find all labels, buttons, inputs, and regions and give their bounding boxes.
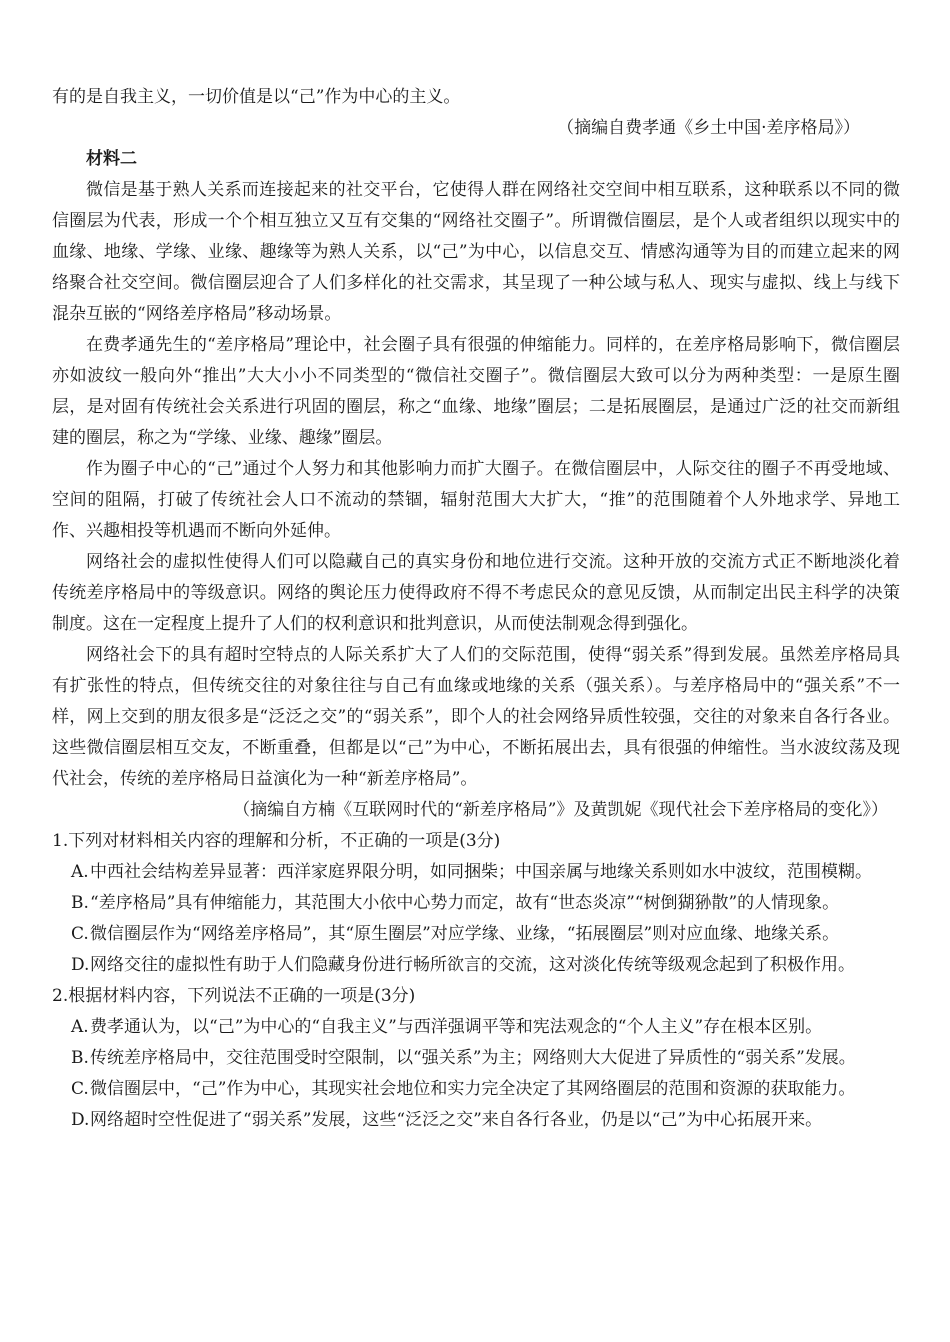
option-letter: B. <box>71 1048 89 1068</box>
option-letter: D. <box>71 1110 90 1130</box>
question-option-a <box>52 1012 900 1043</box>
question-option-b <box>52 1043 900 1074</box>
question-option-d <box>52 1105 900 1136</box>
option-text: 中西社会结构差异显著：西洋家庭界限分明，如同捆柴；中国亲属与地缘关系则如水中波纹，范围模糊。 <box>90 862 872 882</box>
question-2 <box>52 981 900 1136</box>
material2-paragraph: 作为圈子中心的“己”通过个人努力和其他影响力而扩大圈子。在微信圈层中，人际交往的圈子不再受地域、空间的阻隔，打破了传统社会人口不流动的禁锢，辐射范围大大扩大，“推”的范围随着个人外地求学、异地工作、兴趣相投等机遇而不断向外延伸。 <box>52 459 900 541</box>
material1-source: （摘编自费孝通《乡土中国·差序格局》） <box>557 118 860 138</box>
question-1 <box>52 826 900 981</box>
question-option-a <box>52 857 900 888</box>
question-option-c <box>52 919 900 950</box>
question-option-c <box>52 1074 900 1105</box>
material2-paragraph: 网络社会下的具有超时空特点的人际关系扩大了人们的交际范围，使得“弱关系”得到发展。虽然差序格局具有扩张性的特点，但传统交往的对象往往与自己有血缘或地缘的关系（强关系）。与差序格局中的“强关系”不一样，网上交到的朋友很多是“泛泛之交”的“弱关系”，即个人的社会网络异质性较强，交往的对象来自各行各业。这些微信圈层相互交友，不断重叠，但都是以“己”为中心，不断拓展出去，具有很强的伸缩性。当水波纹荡及现代社会，传统的差序格局日益演化为一种“新差序格局”。 <box>52 645 900 789</box>
material2-source: （摘编自方楠《互联网时代的“新差序格局”》及黄凯妮《现代社会下差序格局的变化》） <box>233 800 888 820</box>
material1-tail-paragraph: 有的是自我主义，一切价值是以“己”作为中心的主义。 <box>52 87 461 107</box>
option-text: 费孝通认为，以“己”为中心的“自我主义”与西洋强调平等和宪法观念的“个人主义”存在根本区别。 <box>90 1017 823 1037</box>
material2-heading: 材料二 <box>86 149 137 169</box>
option-letter: B. <box>71 893 89 913</box>
material2-paragraph: 网络社会的虚拟性使得人们可以隐藏自己的真实身份和地位进行交流。这种开放的交流方式正不断地淡化着传统差序格局中的等级意识。网络的舆论压力使得政府不得不考虑民众的意见反馈，从而制定出民主科学的决策制度。这在一定程度上提升了人们的权利意识和批判意识，从而使法制观念得到强化。 <box>52 552 900 634</box>
option-text: 微信圈层中，“己”作为中心，其现实社会地位和实力完全决定了其网络圈层的范围和资源的获取能力。 <box>90 1079 856 1099</box>
question-option-d <box>52 950 900 981</box>
option-text: 微信圈层作为“网络差序格局”，其“原生圈层”对应学缘、业缘，“拓展圈层”则对应血缘、地缘关系。 <box>90 924 840 944</box>
material2-paragraph: 微信是基于熟人关系而连接起来的社交平台，它使得人群在网络社交空间中相互联系，这种联系以不同的微信圈层为代表，形成一个个相互独立又互有交集的“网络社交圈子”。所谓微信圈层，是个人或者组织以现实中的血缘、地缘、学缘、业缘、趣缘等为熟人关系，以“己”为中心，以信息交互、情感沟通等为目的而建立起来的网络聚合社交空间。微信圈层迎合了人们多样化的社交需求，其呈现了一种公域与私人、现实与虚拟、线上与线下混杂互嵌的“网络差序格局”移动场景。 <box>52 180 900 324</box>
document-page <box>52 82 900 1136</box>
option-text: 网络超时空性促进了“弱关系”发展，这些“泛泛之交”来自各行各业，仍是以“己”为中心拓展开来。 <box>90 1110 823 1130</box>
option-letter: A. <box>71 862 89 882</box>
question-option-b <box>52 888 900 919</box>
question-stem: 1.下列对材料相关内容的理解和分析，不正确的一项是(3分) <box>52 831 501 851</box>
option-text: 传统差序格局中，交往范围受时空限制，以“强关系”为主；网络则大大促进了异质性的“弱关系”发展。 <box>90 1048 856 1068</box>
option-letter: A. <box>71 1017 89 1037</box>
material2-paragraph: 在费孝通先生的“差序格局”理论中，社会圈子具有很强的伸缩能力。同样的，在差序格局影响下，微信圈层亦如波纹一般向外“推出”大大小小不同类型的“微信社交圈子”。微信圈层大致可以分为两种类型：一是原生圈层，是对固有传统社会关系进行巩固的圈层，称之“血缘、地缘”圈层；二是拓展圈层，是通过广泛的社交而新组建的圈层，称之为“学缘、业缘、趣缘”圈层。 <box>52 335 900 448</box>
option-letter: D. <box>71 955 90 975</box>
option-letter: C. <box>71 924 89 944</box>
option-letter: C. <box>71 1079 89 1099</box>
option-text: “差序格局”具有伸缩能力，其范围大小依中心势力而定，故有“世态炎凉”“树倒猢狲散”的人情现象。 <box>90 893 840 913</box>
question-stem: 2.根据材料内容，下列说法不正确的一项是(3分) <box>52 986 416 1006</box>
option-text: 网络交往的虚拟性有助于人们隐藏身份进行畅所欲言的交流，这对淡化传统等级观念起到了积极作用。 <box>90 955 855 975</box>
